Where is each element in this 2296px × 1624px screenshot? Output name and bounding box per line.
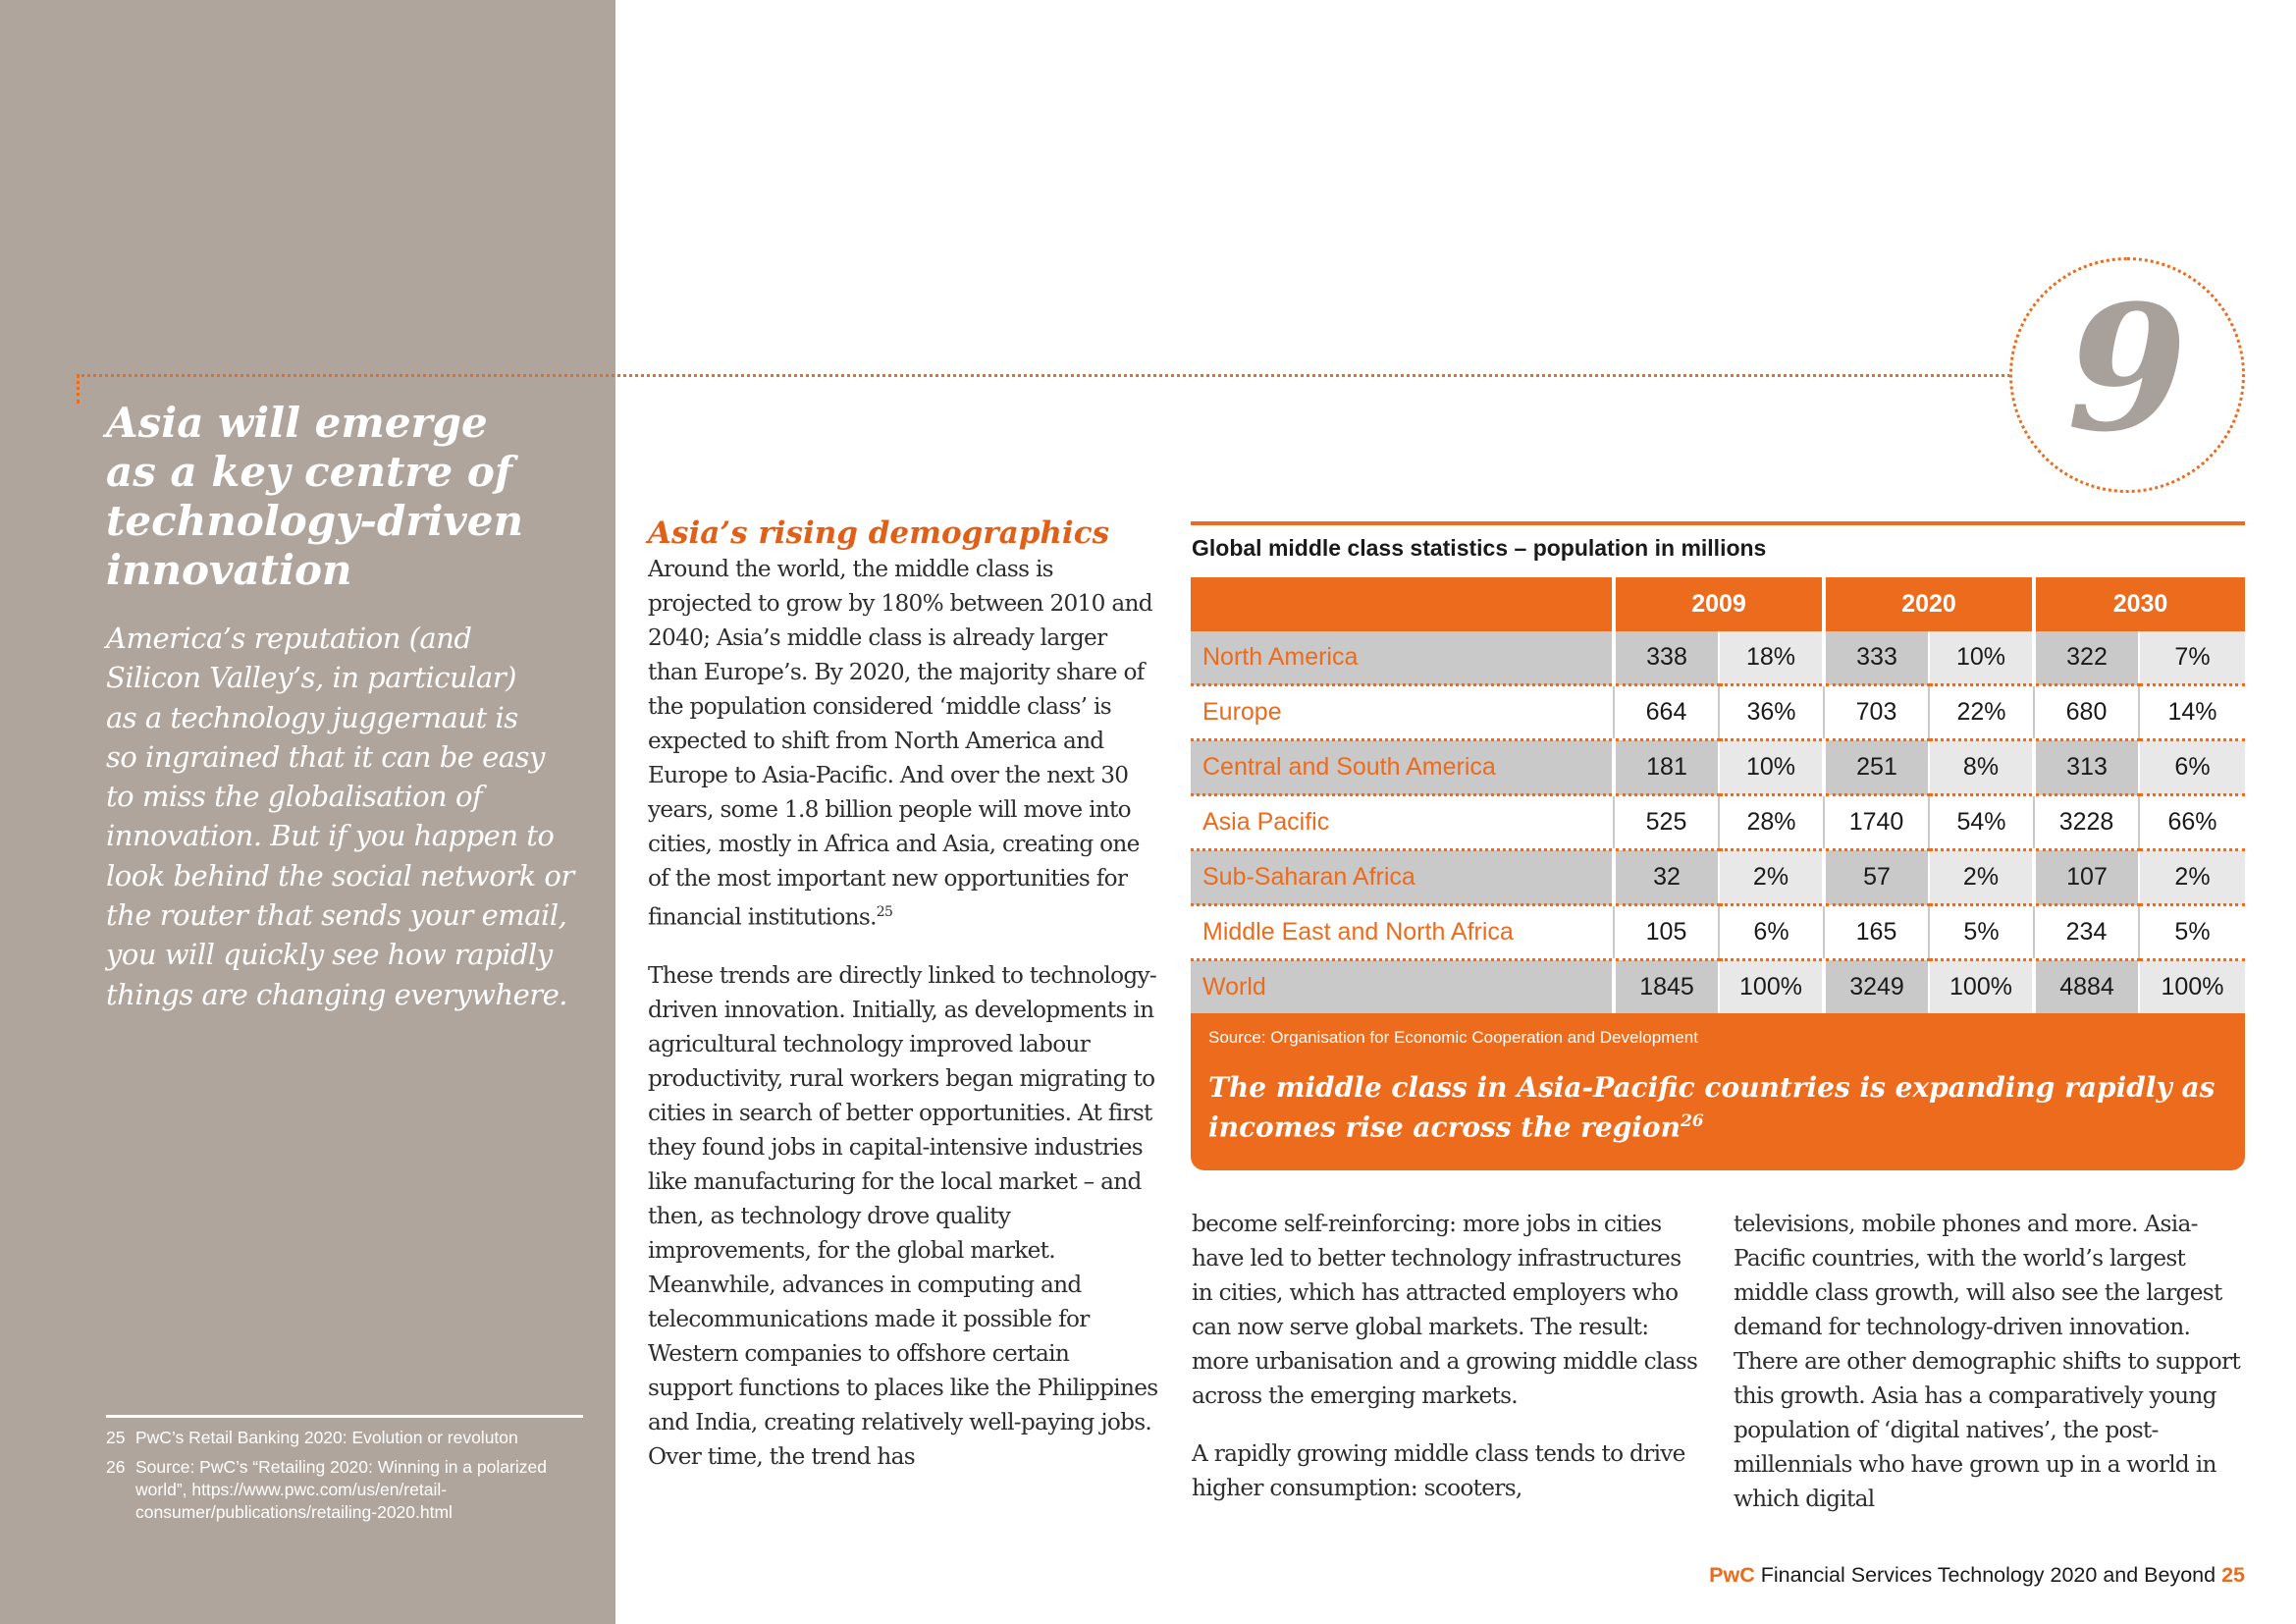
footer-title: Financial Services Technology 2020 and Beyond — [1760, 1563, 2216, 1587]
article-column-2 — [1192, 1207, 1702, 1529]
population-cell: 3249 — [1824, 960, 1929, 1015]
middle-class-table — [1191, 577, 2245, 1016]
region-cell: Sub-Saharan Africa — [1191, 850, 1614, 905]
population-cell: 1845 — [1614, 960, 1719, 1015]
article-paragraph: televisions, mobile phones and more. Asia-Pacific countries, with the world’s largest middle class growth, will also see the largest demand for technology-driven innovation. There are other demographic shifts to support this growth. Asia has a comparatively young population of ‘digital natives’, the post-millennials who have grown up in a world in which digital — [1734, 1211, 2240, 1512]
share-cell: 2% — [1719, 850, 1824, 905]
page-number: 25 — [2221, 1563, 2245, 1587]
intro-line: look behind the social network or — [106, 858, 574, 893]
table-row — [1191, 960, 2245, 1015]
footnote-text: PwC’s Retail Banking 2020: Evolution or revoluton — [135, 1428, 518, 1447]
share-cell: 6% — [1719, 905, 1824, 960]
heading-line: innovation — [106, 546, 352, 594]
table-row — [1191, 850, 2245, 905]
article-paragraph: become self-reinforcing: more jobs in cities have led to better technology infrastructures in cities, which has attracted employers who can now serve global markets. The result: more urbanisation and a growing middle class across the emerging markets. — [1192, 1211, 1698, 1409]
table-row — [1191, 795, 2245, 850]
region-cell: World — [1191, 960, 1614, 1015]
share-cell: 66% — [2139, 795, 2245, 850]
table-title: Global middle class statistics – population in millions — [1192, 535, 1767, 561]
share-cell: 10% — [1719, 740, 1824, 795]
callout-body: The middle class in Asia-Pacific countries is expanding rapidly as incomes rise across the region — [1208, 1071, 2216, 1144]
article-column-1 — [648, 514, 1158, 1497]
share-cell: 100% — [2139, 960, 2245, 1015]
table-top-rule — [1191, 521, 2245, 525]
article-paragraph — [648, 552, 1158, 935]
article-paragraph: These trends are directly linked to technology-driven innovation. Initially, as developments in agricultural technology improved labour productivity, rural workers began migrating to cities in search of better opportunities. At first they found jobs in capital-intensive industries like manufacturing for the local market – and then, as technology drove quality improvements, for the global market. Meanwhile, advances in computing and telecommunications made it possible for Western companies to offshore certain support functions to places like the Philippines and India, creating relatively well-paying jobs. Over time, the trend has — [648, 961, 1158, 1470]
footnote-number: 26 — [106, 1457, 126, 1477]
share-cell: 2% — [2139, 850, 2245, 905]
share-cell: 54% — [1929, 795, 2034, 850]
intro-line: so ingrained that it can be easy — [106, 739, 545, 774]
share-cell: 100% — [1719, 960, 1824, 1015]
population-cell: 322 — [2034, 631, 2139, 685]
intro-line: America’s reputation (and — [106, 622, 472, 655]
population-cell: 234 — [2034, 905, 2139, 960]
paragraph-text: Around the world, the middle class is projected to grow by 180% between 2010 and 2040; Asia’s middle class is already larger than Europe’s. By 2020, the majority share of the population considered ‘middle class’ is expected to shift from North America and Europe to Asia-Pacific. And over the next 30 years, some 1.8 billion people will move into cities, mostly in Africa and Asia, creating one of the most important new opportunities for financial institutions. — [648, 556, 1152, 931]
chapter-number: 9 — [2066, 267, 2188, 470]
population-cell: 1740 — [1824, 795, 1929, 850]
population-cell: 105 — [1614, 905, 1719, 960]
table-row — [1191, 685, 2245, 740]
table-corner-cell — [1191, 577, 1614, 631]
share-cell: 100% — [1929, 960, 2034, 1015]
share-cell: 6% — [2139, 740, 2245, 795]
footnote — [106, 1427, 587, 1449]
share-cell: 8% — [1929, 740, 2034, 795]
intro-line: as a technology juggernaut is — [106, 700, 518, 734]
page-footer — [1709, 1561, 2245, 1589]
footnotes — [106, 1427, 587, 1531]
share-cell: 14% — [2139, 685, 2245, 740]
table-row — [1191, 905, 2245, 960]
chapter-number-badge — [2009, 257, 2245, 493]
article-column-3 — [1734, 1207, 2244, 1540]
table-source: Source: Organisation for Economic Cooperation and Development — [1208, 1028, 1698, 1047]
dotted-divider — [77, 374, 2010, 377]
share-cell: 22% — [1929, 685, 2034, 740]
population-cell: 703 — [1824, 685, 1929, 740]
population-cell: 165 — [1824, 905, 1929, 960]
footer-brand: PwC — [1709, 1563, 1755, 1587]
heading-line: as a key centre of — [106, 448, 512, 496]
footnote-number: 25 — [106, 1428, 126, 1447]
table-callout-box — [1191, 1013, 2245, 1170]
population-cell: 313 — [2034, 740, 2139, 795]
year-header: 2009 — [1614, 577, 1824, 631]
article-paragraph: A rapidly growing middle class tends to drive higher consumption: scooters, — [1192, 1440, 1685, 1501]
footnote-ref: 26 — [1680, 1111, 1704, 1131]
table-row — [1191, 631, 2245, 685]
callout-text — [1208, 1070, 2227, 1144]
region-cell: Europe — [1191, 685, 1614, 740]
dotted-divider-tick — [77, 374, 80, 404]
footnote — [106, 1456, 587, 1524]
table-row — [1191, 740, 2245, 795]
heading-line: technology-driven — [106, 497, 524, 545]
region-cell: Middle East and North Africa — [1191, 905, 1614, 960]
population-cell: 525 — [1614, 795, 1719, 850]
population-cell: 3228 — [2034, 795, 2139, 850]
region-cell: North America — [1191, 631, 1614, 685]
share-cell: 5% — [1929, 905, 2034, 960]
section-heading — [106, 399, 597, 595]
share-cell: 5% — [2139, 905, 2245, 960]
population-cell: 251 — [1824, 740, 1929, 795]
population-cell: 664 — [1614, 685, 1719, 740]
population-cell: 107 — [2034, 850, 2139, 905]
sidebar-intro — [106, 619, 607, 1014]
year-header: 2030 — [2034, 577, 2245, 631]
share-cell: 7% — [2139, 631, 2245, 685]
intro-line: things are changing everywhere. — [106, 977, 568, 1011]
share-cell: 2% — [1929, 850, 2034, 905]
intro-line: Silicon Valley’s, in particular) — [106, 661, 516, 695]
region-cell: Asia Pacific — [1191, 795, 1614, 850]
population-cell: 32 — [1614, 850, 1719, 905]
population-cell: 333 — [1824, 631, 1929, 685]
footnote-text: Source: PwC’s “Retailing 2020: Winning in a polarized world”, https://www.pwc.com/us/en/retail-consumer/publications/retailing-2020.html — [135, 1457, 547, 1522]
share-cell: 18% — [1719, 631, 1824, 685]
share-cell: 36% — [1719, 685, 1824, 740]
footnote-rule — [106, 1415, 583, 1418]
population-cell: 57 — [1824, 850, 1929, 905]
year-header: 2020 — [1824, 577, 2034, 631]
population-cell: 181 — [1614, 740, 1719, 795]
region-cell: Central and South America — [1191, 740, 1614, 795]
population-cell: 680 — [2034, 685, 2139, 740]
share-cell: 28% — [1719, 795, 1824, 850]
article-subheading: Asia’s rising demographics — [648, 515, 1110, 551]
table-header-row — [1191, 577, 2245, 631]
footnote-ref: 25 — [876, 904, 893, 920]
share-cell: 10% — [1929, 631, 2034, 685]
intro-line: the router that sends your email, — [106, 898, 567, 933]
population-cell: 4884 — [2034, 960, 2139, 1015]
heading-line: Asia will emerge — [106, 399, 488, 447]
intro-line: innovation. But if you happen to — [106, 819, 555, 853]
population-cell: 338 — [1614, 631, 1719, 685]
intro-line: to miss the globalisation of — [106, 780, 483, 814]
intro-line: you will quickly see how rapidly — [106, 938, 553, 972]
